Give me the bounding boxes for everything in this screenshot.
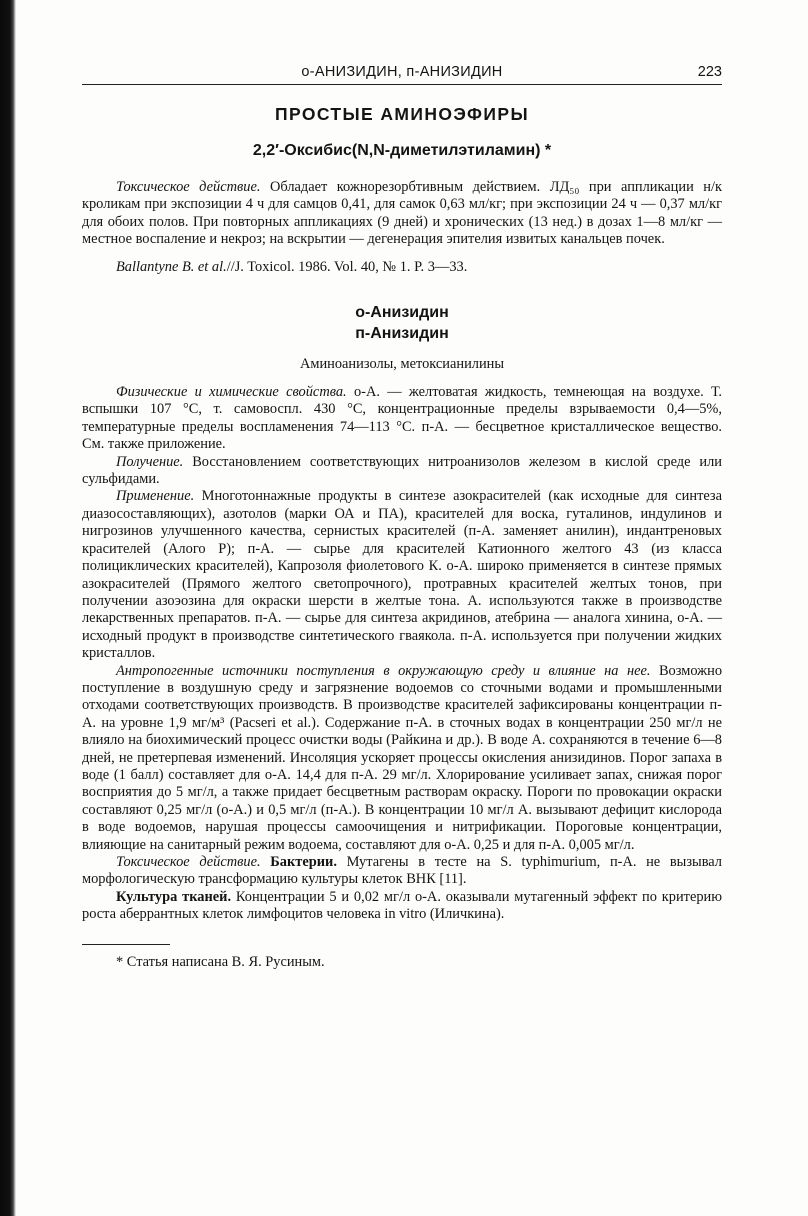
- book-page: [82, 62, 722, 971]
- environment-label: Антропогенные источники поступления в окружающую среду и влияние на нее.: [116, 662, 651, 679]
- compound-heading: [82, 302, 722, 344]
- application-paragraph: [82, 488, 722, 662]
- toxic-effect-text: Обладает кожнорезорбтивным действием. ЛД₅₀ при аппликации н/к кроликам при экспозиции 4 ч для самцов 0,41, для самок 0,63 мл/кг; при экспозиции 24 ч — 0,37 мл/кг для обоих полов. При повторных аппликациях (9 дней) и хронических (13 нед.) в дозах 1—8 мл/кг — местное воспаление и некроз; на вскрытии — дегенерация эпителия извитых канальцев почек.: [82, 179, 722, 248]
- section-title: ПРОСТЫЕ АМИНОЭФИРЫ: [275, 104, 529, 124]
- compound-name-ortho: о-Анизидин: [355, 304, 449, 322]
- toxic-effect-label: Токсическое действие.: [116, 179, 261, 195]
- reference-source: //J. Toxicol. 1986. Vol. 40, № 1. P. 3—33.: [226, 258, 468, 275]
- compound-name-para: п-Анизидин: [355, 325, 449, 343]
- running-title: о-АНИЗИДИН, п-АНИЗИДИН: [301, 64, 503, 80]
- bacteria-label: Бактерии.: [260, 854, 337, 870]
- application-label: Применение.: [116, 488, 195, 505]
- physical-properties-paragraph: [82, 384, 722, 454]
- toxicity-label: Токсическое действие.: [116, 854, 261, 870]
- preparation-paragraph: [82, 454, 722, 489]
- toxicity-paragraph: [82, 854, 722, 889]
- tissue-culture-label: Культура тканей.: [116, 888, 232, 905]
- physical-properties-text: о-А. — желтоватая жидкость, темнеющая на воздухе. Т. вспышки 107 °С, т. самовоспл. 430 °С, концентрационные пределы взрываемости 0,4—5%, температурные пределы воспламенения 74—113 °С. п-А. — бесцветное кристаллическое вещество. См. также приложение.: [82, 384, 722, 453]
- bacteria-text: Мутагены в тесте на S. typhimurium, п-А. не вызывал морфологическую трансформацию культуры клеток ВНК [11].: [82, 854, 722, 888]
- reference-authors: Ballantyne B. et al.: [116, 258, 227, 275]
- tissue-culture-paragraph: [82, 889, 722, 924]
- preparation-text: Восстановлением соответствующих нитроанизолов железом в кислой среде или сульфидами.: [82, 453, 722, 488]
- environment-paragraph: [82, 663, 722, 854]
- preparation-label: Получение.: [116, 453, 184, 470]
- article-body: [82, 384, 722, 924]
- environment-text: Возможно поступление в воздушную среду и загрязнение водоемов со сточными водами и промышленными отходами соответствующих производств. В производстве красителей зафиксированы концентрации п-А. на уровне 1,9 мг/м³ (Pacseri et al.). Содержание п-А. в сточных водах в концентрации 250 мг/л не влияло на биохимический процесс очистки воды (Райкина и др.). В воде А. сохраняются в течение 6—8 дней, не претерпевая изменений. Инсоляция ускоряет процессы окисления анизидинов. Порог запаха в воде (1 балл) составляет для о-А. 14,4 для п-А. 29 мг/л. Хлорирование усиливает запах, снижая порог восприятия до 5 мг/л, а также придает бесцветным растворам окраску. Пороги по провокации окраски составляют 0,25 мг/л (о-А.) и 0,5 мг/л (п-А.). В концентрации 10 мг/л А. вызывают дефицит кислорода в воде водоемов, нарушая процессы самоочищения и нитрификации. Пороговые концентрации, влияющие на санитарный режим водоема, составляют для о-А. 0,25 и для п-А. 0,005 мг/л.: [82, 662, 723, 853]
- physical-properties-label: Физические и химические свойства.: [116, 384, 347, 401]
- synonyms: Аминоанизолы, метоксианилины: [299, 356, 505, 373]
- application-text: Многотоннажные продукты в синтезе азокрасителей (как исходные для синтеза диазосоставляющих), азотолов (марки ОА и ПА), красителей для воска, гуталинов, индулинов и нигрозинов улучшенного качества, сернистых красителей (п-А. заменяет анилин), индантреновых красителей (Алого Р); п-А. — сырье для красителей Катионного желтого 43 (из класса полициклических красителей), Капрозоля фиолетового К. о-А. широко применяется в синтезе прямых азокрасителей (Прямого желтого светопрочного), протравных красителей желтых тонов, при получении азоэозина для окраски шерсти в желтые тона. А. используются также в производстве лекарственных препаратов. п-А. — сырье для синтеза акридинов, атебрина — аналога хинина, о-А. — исходный продукт в производстве синтетического гваякола. п-А. используется при получении жидких кристаллов.: [82, 488, 722, 662]
- toxic-effect-paragraph: [82, 179, 722, 249]
- footnote: * Статья написана В. Я. Русиным.: [116, 953, 325, 970]
- reference: [82, 259, 722, 276]
- tissue-culture-text: Концентрации 5 и 0,02 мг/л о-А. оказывали мутагенный эффект по критерию роста аберрантных клеток лимфоцитов человека in vitro (Иличкина).: [82, 888, 722, 923]
- footnote-divider: [82, 944, 170, 945]
- running-header: [82, 62, 722, 85]
- compound-title: 2,2′-Оксибис(N,N-диметилэтиламин) *: [252, 142, 552, 159]
- page-number: 223: [697, 64, 722, 80]
- book-spine-shadow: [0, 0, 16, 1216]
